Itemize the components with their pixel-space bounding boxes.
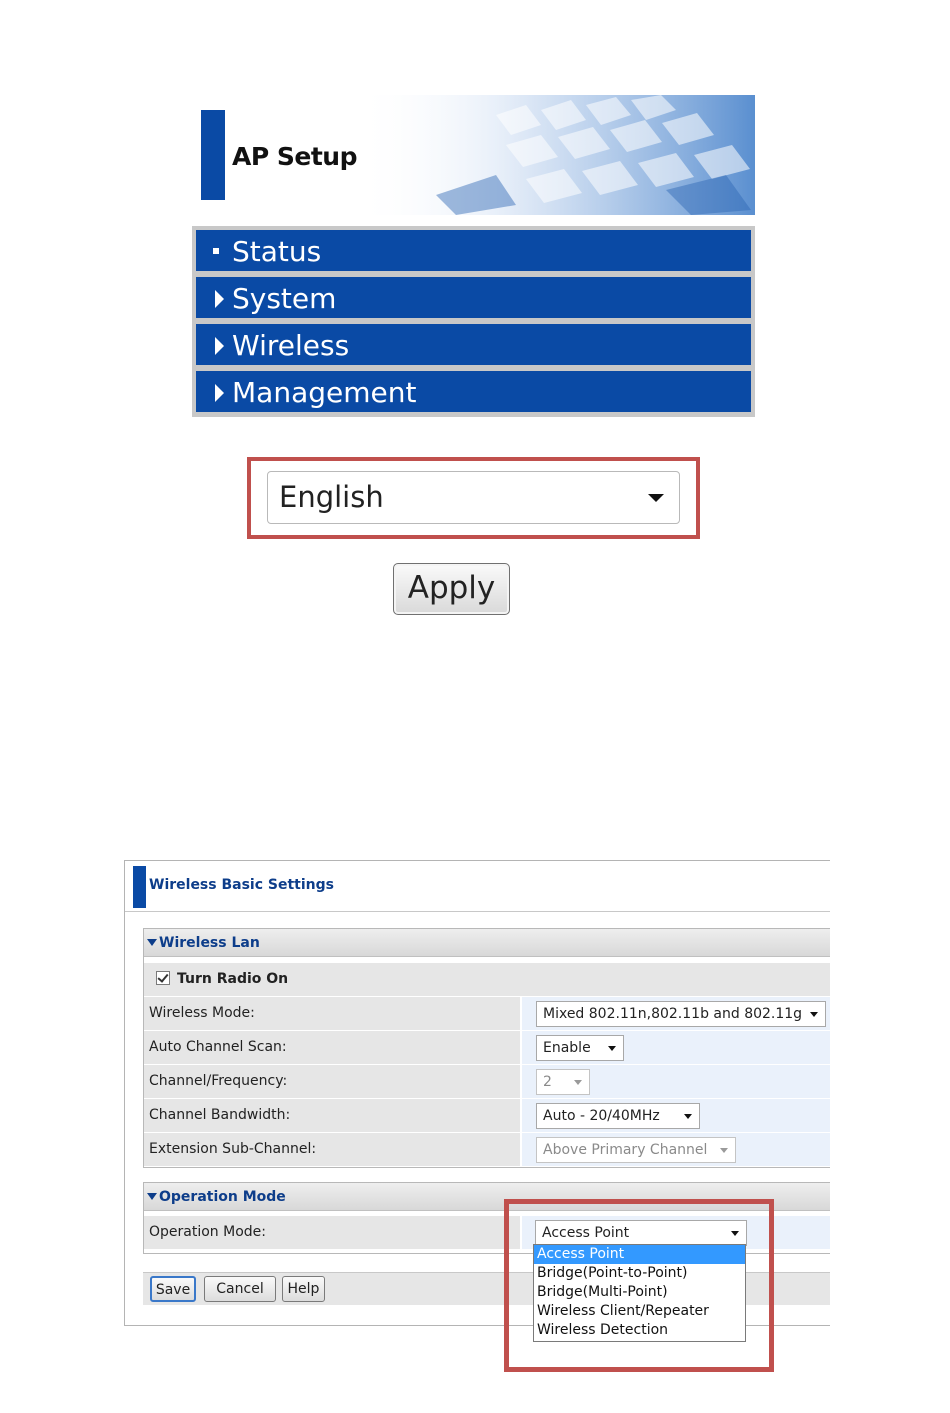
turn-radio-text: Turn Radio On: [177, 971, 289, 987]
form-row: [144, 1065, 830, 1099]
triangle-right-icon: [215, 384, 224, 402]
triangle-right-icon: [215, 337, 224, 355]
form-row: [144, 1031, 830, 1065]
auto-channel-scan-select[interactable]: [536, 1035, 624, 1061]
page-title: AP Setup: [232, 142, 357, 171]
menu-item-label: Status: [232, 235, 322, 268]
chevron-down-icon: [574, 1080, 582, 1085]
option-wireless-detection[interactable]: Wireless Detection: [537, 1322, 669, 1338]
field-value-cell: [522, 1099, 830, 1132]
select-value: Access Point: [542, 1225, 630, 1241]
apply-button[interactable]: Apply: [393, 563, 510, 615]
select-value: Mixed 802.11n,802.11b and 802.11g: [543, 1006, 803, 1022]
triangle-right-icon: [215, 290, 224, 308]
form-row: [144, 1133, 830, 1167]
panel-accent-bar: [133, 866, 146, 908]
chevron-down-icon: [720, 1148, 728, 1153]
wireless-lan-section: [143, 928, 830, 1168]
field-label: Extension Sub-Channel:: [144, 1133, 520, 1166]
menu-item-management[interactable]: [196, 371, 751, 412]
channel-bandwidth-select[interactable]: [536, 1103, 700, 1129]
select-value: Above Primary Channel: [543, 1142, 708, 1158]
cancel-button[interactable]: Cancel: [204, 1276, 276, 1302]
language-value: English: [279, 480, 384, 514]
field-value-cell: [522, 1065, 830, 1098]
select-value: Enable: [543, 1040, 591, 1056]
triangle-down-icon: [147, 1193, 157, 1200]
wireless-lan-header[interactable]: [144, 929, 830, 957]
bullet-icon: [213, 248, 219, 254]
field-value-cell: [522, 997, 830, 1030]
chevron-down-icon: [608, 1046, 616, 1051]
divider: [125, 911, 830, 912]
chevron-down-icon: [648, 494, 664, 502]
menu-item-label: Wireless: [232, 329, 350, 362]
language-select[interactable]: [267, 471, 680, 524]
menu-item-label: System: [232, 282, 337, 315]
option-wireless-client-repeater[interactable]: Wireless Client/Repeater: [537, 1303, 709, 1319]
chevron-down-icon: [684, 1114, 692, 1119]
field-label: Channel/Frequency:: [144, 1065, 520, 1098]
form-row: [144, 997, 830, 1031]
panel-title: Wireless Basic Settings: [149, 877, 334, 893]
field-label: Channel Bandwidth:: [144, 1099, 520, 1132]
field-label: Auto Channel Scan:: [144, 1031, 520, 1064]
save-button[interactable]: Save: [150, 1276, 196, 1302]
form-row: [144, 1099, 830, 1133]
main-menu: [192, 226, 755, 417]
channel-frequency-select: [536, 1069, 590, 1095]
menu-item-label: Management: [232, 376, 417, 409]
menu-item-wireless[interactable]: [196, 324, 751, 365]
menu-item-status[interactable]: [196, 230, 751, 271]
wireless-mode-select[interactable]: [536, 1001, 826, 1027]
help-button[interactable]: Help: [282, 1276, 325, 1302]
turn-radio-label: [144, 963, 830, 996]
section-title: Operation Mode: [159, 1189, 286, 1205]
select-value: Auto - 20/40MHz: [543, 1108, 660, 1124]
ap-setup-banner: [196, 95, 755, 215]
option-bridge-ptp[interactable]: Bridge(Point-to-Point): [537, 1265, 688, 1281]
field-value-cell: [522, 1133, 830, 1166]
field-value-cell: [522, 1031, 830, 1064]
section-title: Wireless Lan: [159, 935, 260, 951]
option-bridge-multipoint[interactable]: Bridge(Multi-Point): [537, 1284, 668, 1300]
field-label: Wireless Mode:: [144, 997, 520, 1030]
chevron-down-icon: [810, 1012, 818, 1017]
banner-accent-bar: [201, 110, 225, 200]
menu-item-system[interactable]: [196, 277, 751, 318]
extension-sub-channel-select: [536, 1137, 736, 1163]
option-access-point[interactable]: Access Point: [534, 1245, 745, 1264]
turn-radio-row: [144, 963, 830, 997]
triangle-down-icon: [147, 939, 157, 946]
operation-mode-dropdown-list: [533, 1244, 746, 1342]
select-value: 2: [543, 1074, 552, 1090]
turn-radio-checkbox[interactable]: [156, 971, 170, 985]
field-label: Operation Mode:: [144, 1216, 520, 1249]
